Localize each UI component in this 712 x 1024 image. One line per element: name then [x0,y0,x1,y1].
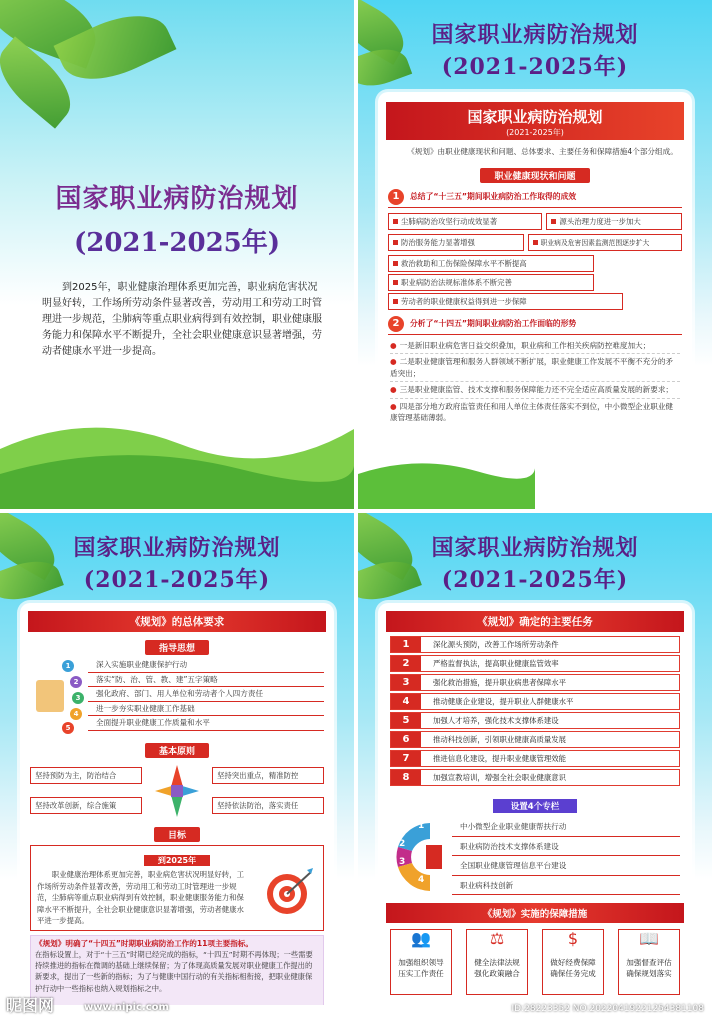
number-badge: 2 [70,676,82,688]
guide-heading: 指导思想 [145,640,209,655]
achievement-item: 防治服务能力显著增强 [388,234,524,251]
task-row: 8 加强宣教培训，增强全社会职业健康意识 [390,769,680,786]
content-card [378,603,692,999]
situation-item: ● 三是职业健康监管、技术支撑和服务保障能力还不完全适应高质量发展的新要求； [390,382,680,399]
principle-item: 坚持突出重点，精准防控 [212,767,324,784]
guide-item: 全面提升职业健康工作质量和水平 [88,716,324,731]
task-row: 4 推动健康企业建设，提升职业人群健康水平 [390,693,680,710]
situation-title: 分析了“十四五”期间职业病防治工作面临的形势 [410,319,577,328]
guide-heading-wrap [20,636,334,655]
card-header [386,102,684,140]
measure-card: $ 做好经费保障 确保任务完成 [542,929,604,995]
principle-heading: 基本原则 [145,743,209,758]
column-item: 职业病防治技术支撑体系建设 [452,837,680,857]
summary-text: 《规划》由职业健康现状和问题、总体要求、主要任务和保障措施4个部分组成。 [407,147,678,156]
card-years: (2021-2025年) [506,128,564,137]
section-heading: 《规划》确定的主要任务 [386,611,684,632]
indicator-head: 《规划》明确了“十四五”时期职业病防治工作的11项主要指标。 [35,939,253,948]
column-num: 4 [418,875,425,885]
guide-number-ring [30,658,88,736]
target-icon [265,866,315,916]
column-item: 中小微型企业职业健康帮扶行动 [452,817,680,837]
principle-item: 坚持预防为主，防治结合 [30,767,142,784]
measures-heading: 《规划》实施的保障措施 [386,903,684,923]
task-row: 3 强化救治措施，提升职业病患者保障水平 [390,674,680,691]
goal-heading-wrap [20,823,334,842]
situation-item: ● 二是职业健康管理和服务人群领域不断扩展，职业健康工作发展不平衡不充分的矛盾突出； [390,354,680,382]
goal-year-wrap [37,848,317,867]
number-badge: 3 [72,692,84,704]
column-item: 职业病科技创新 [452,876,680,896]
guide-item: 落实“防、治、管、教、建”五字策略 [88,673,324,688]
achievement-item: 劳动者的职业健康权益得到进一步保障 [388,293,623,310]
watermark-site: www.nipic.com [84,1002,169,1013]
principle-item: 坚持依法防治，落实责任 [212,797,324,814]
content-card [20,603,334,1005]
number-badge: 1 [388,189,404,205]
number-badge: 4 [70,708,82,720]
cover-panel [0,0,354,509]
guide-list [88,658,324,736]
panel-title: 国家职业病防治规划 [73,535,281,561]
achievements-list [388,211,682,310]
panel-title: 国家职业病防治规划 [431,535,639,561]
money-icon: $ [567,929,579,948]
measure-card: ⚖ 健全法律法规 强化政策融合 [466,929,528,995]
guide-item: 进一步夯实职业健康工作基础 [88,702,324,717]
team-icon: 👥 [411,929,431,948]
number-badge: 5 [62,722,74,734]
panel-title: 国家职业病防治规划 [431,22,639,48]
green-hills-decoration [358,449,535,509]
compass-star-icon [153,763,201,819]
achievement-item: 源头治理力度进一步加大 [546,213,682,230]
task-row: 2 严格监督执法，提高职业健康监管效率 [390,655,680,672]
watermark-logo: 昵图网 [6,996,55,1015]
achievement-item: 职业病防治法规标准体系不断完善 [388,274,594,291]
report-icon: 📖 [639,929,659,948]
status-panel [358,0,712,509]
guide-block [30,658,324,736]
guide-item: 强化政府、部门、用人单位和劳动者个人四方责任 [88,687,324,702]
task-row: 1 深化源头预防，改善工作场所劳动条件 [390,636,680,653]
columns-block [390,817,680,897]
achievement-item: 尘肺病防治攻坚行动成效显著 [388,213,542,230]
goal-heading: 目标 [154,827,200,842]
situation-item: ● 四是部分地方政府监管责任和用人单位主体责任落实不到位，中小微型企业职业健康管理基础薄弱。 [390,401,674,422]
task-row: 7 推进信息化建设，提升职业健康管理效能 [390,750,680,767]
achievement-item: 救治救助和工伤保险保障水平不断提高 [388,255,594,272]
watermark-id: ID:28223352 NO:20220419221254381108 [511,1004,704,1014]
column-item: 全国职业健康管理信息平台建设 [452,856,680,876]
cover-intro: 到2025年，职业健康治理体系更加完善，职业病危害状况明显好转，工作场所劳动条件显著改善，劳动用工和劳动工时管理进一步规范，尘肺病等重点职业病得到有效控制，职业健康服务能力和保障水平不断提升，全社会职业健康意识显著增强，劳动者健康水平进一步提高。 [42,282,322,357]
cover-title: 国家职业病防治规划 [55,184,299,214]
goal-box [30,845,324,931]
measure-card: 👥 加强组织领导 压实工作责任 [390,929,452,995]
books-icon [36,680,64,712]
situation-item: ● 一是新旧职业病危害日益交织叠加，职业病和工作相关疾病防控难度加大； [390,338,680,355]
indicator-text: 在指标设置上，对于“十三五”时期已经完成的指标，“十四五”时期不再体现；一些需要持续推进的指标在微调的基础上继续保留；为了体现高质量发展对职业健康工作提出的新要求，提出了一些新的指标；为了与健康中国行动的有关指标相衔接，把职业健康保护行动中一些指标也纳入规划指标之中。 [35,950,313,993]
principle-item: 坚持改革创新，综合施策 [30,797,142,814]
section-heading: 职业健康现状和问题 [480,168,589,183]
goal-text: 职业健康治理体系更加完善，职业病危害状况明显好转，工作场所劳动条件显著改善，劳动用工和劳动工时管理进一步规范，尘肺病等重点职业病得到有效控制，职业健康服务能力和保障水平不断提升，全社会职业健康意识显著增强，劳动者健康水平进一步提高。 [37,870,244,925]
column-num: 3 [399,857,406,867]
situation-list [390,338,680,426]
scales-icon: ⚖ [489,929,505,948]
number-badge: 1 [62,660,74,672]
columns-heading-wrap [378,794,692,813]
achievements-title: 总结了“十三五”期间职业病防治工作取得的成效 [410,192,577,201]
guide-item: 深入实施职业健康保护行动 [88,658,324,673]
situation-heading [388,316,682,335]
columns-heading: 设置4个专栏 [493,799,577,813]
task-row: 5 加强人才培养，强化技术支撑体系建设 [390,712,680,729]
measure-card: 📖 加强督查评估 确保规划落实 [618,929,680,995]
principles-block [30,761,324,823]
tasks-list [390,636,680,786]
achievement-item: 职业病及危害因素监测范围逐步扩大 [528,234,682,251]
section-heading-wrap [378,164,692,183]
measures-row [390,929,680,995]
principle-heading-wrap [20,739,334,758]
column-num: 2 [399,839,406,849]
section-heading: 《规划》的总体要求 [28,611,326,632]
column-num: 1 [418,821,425,831]
tasks-panel [358,513,712,1022]
achievements-heading [388,189,682,208]
requirements-panel [0,513,354,1022]
panel-years: (2021-2025年) [441,54,629,80]
cover-years: (2021-2025年) [73,228,281,258]
green-hills-decoration [0,389,354,509]
task-row: 6 推动科技创新，引领职业健康高质量发展 [390,731,680,748]
panel-years: (2021-2025年) [83,567,271,593]
goal-year: 到2025年 [144,855,210,866]
number-badge: 2 [388,316,404,332]
columns-list [446,817,680,897]
panel-years: (2021-2025年) [441,567,629,593]
card-title: 国家职业病防治规划 [467,108,603,126]
content-card [378,92,692,488]
indicator-box [30,935,324,1005]
